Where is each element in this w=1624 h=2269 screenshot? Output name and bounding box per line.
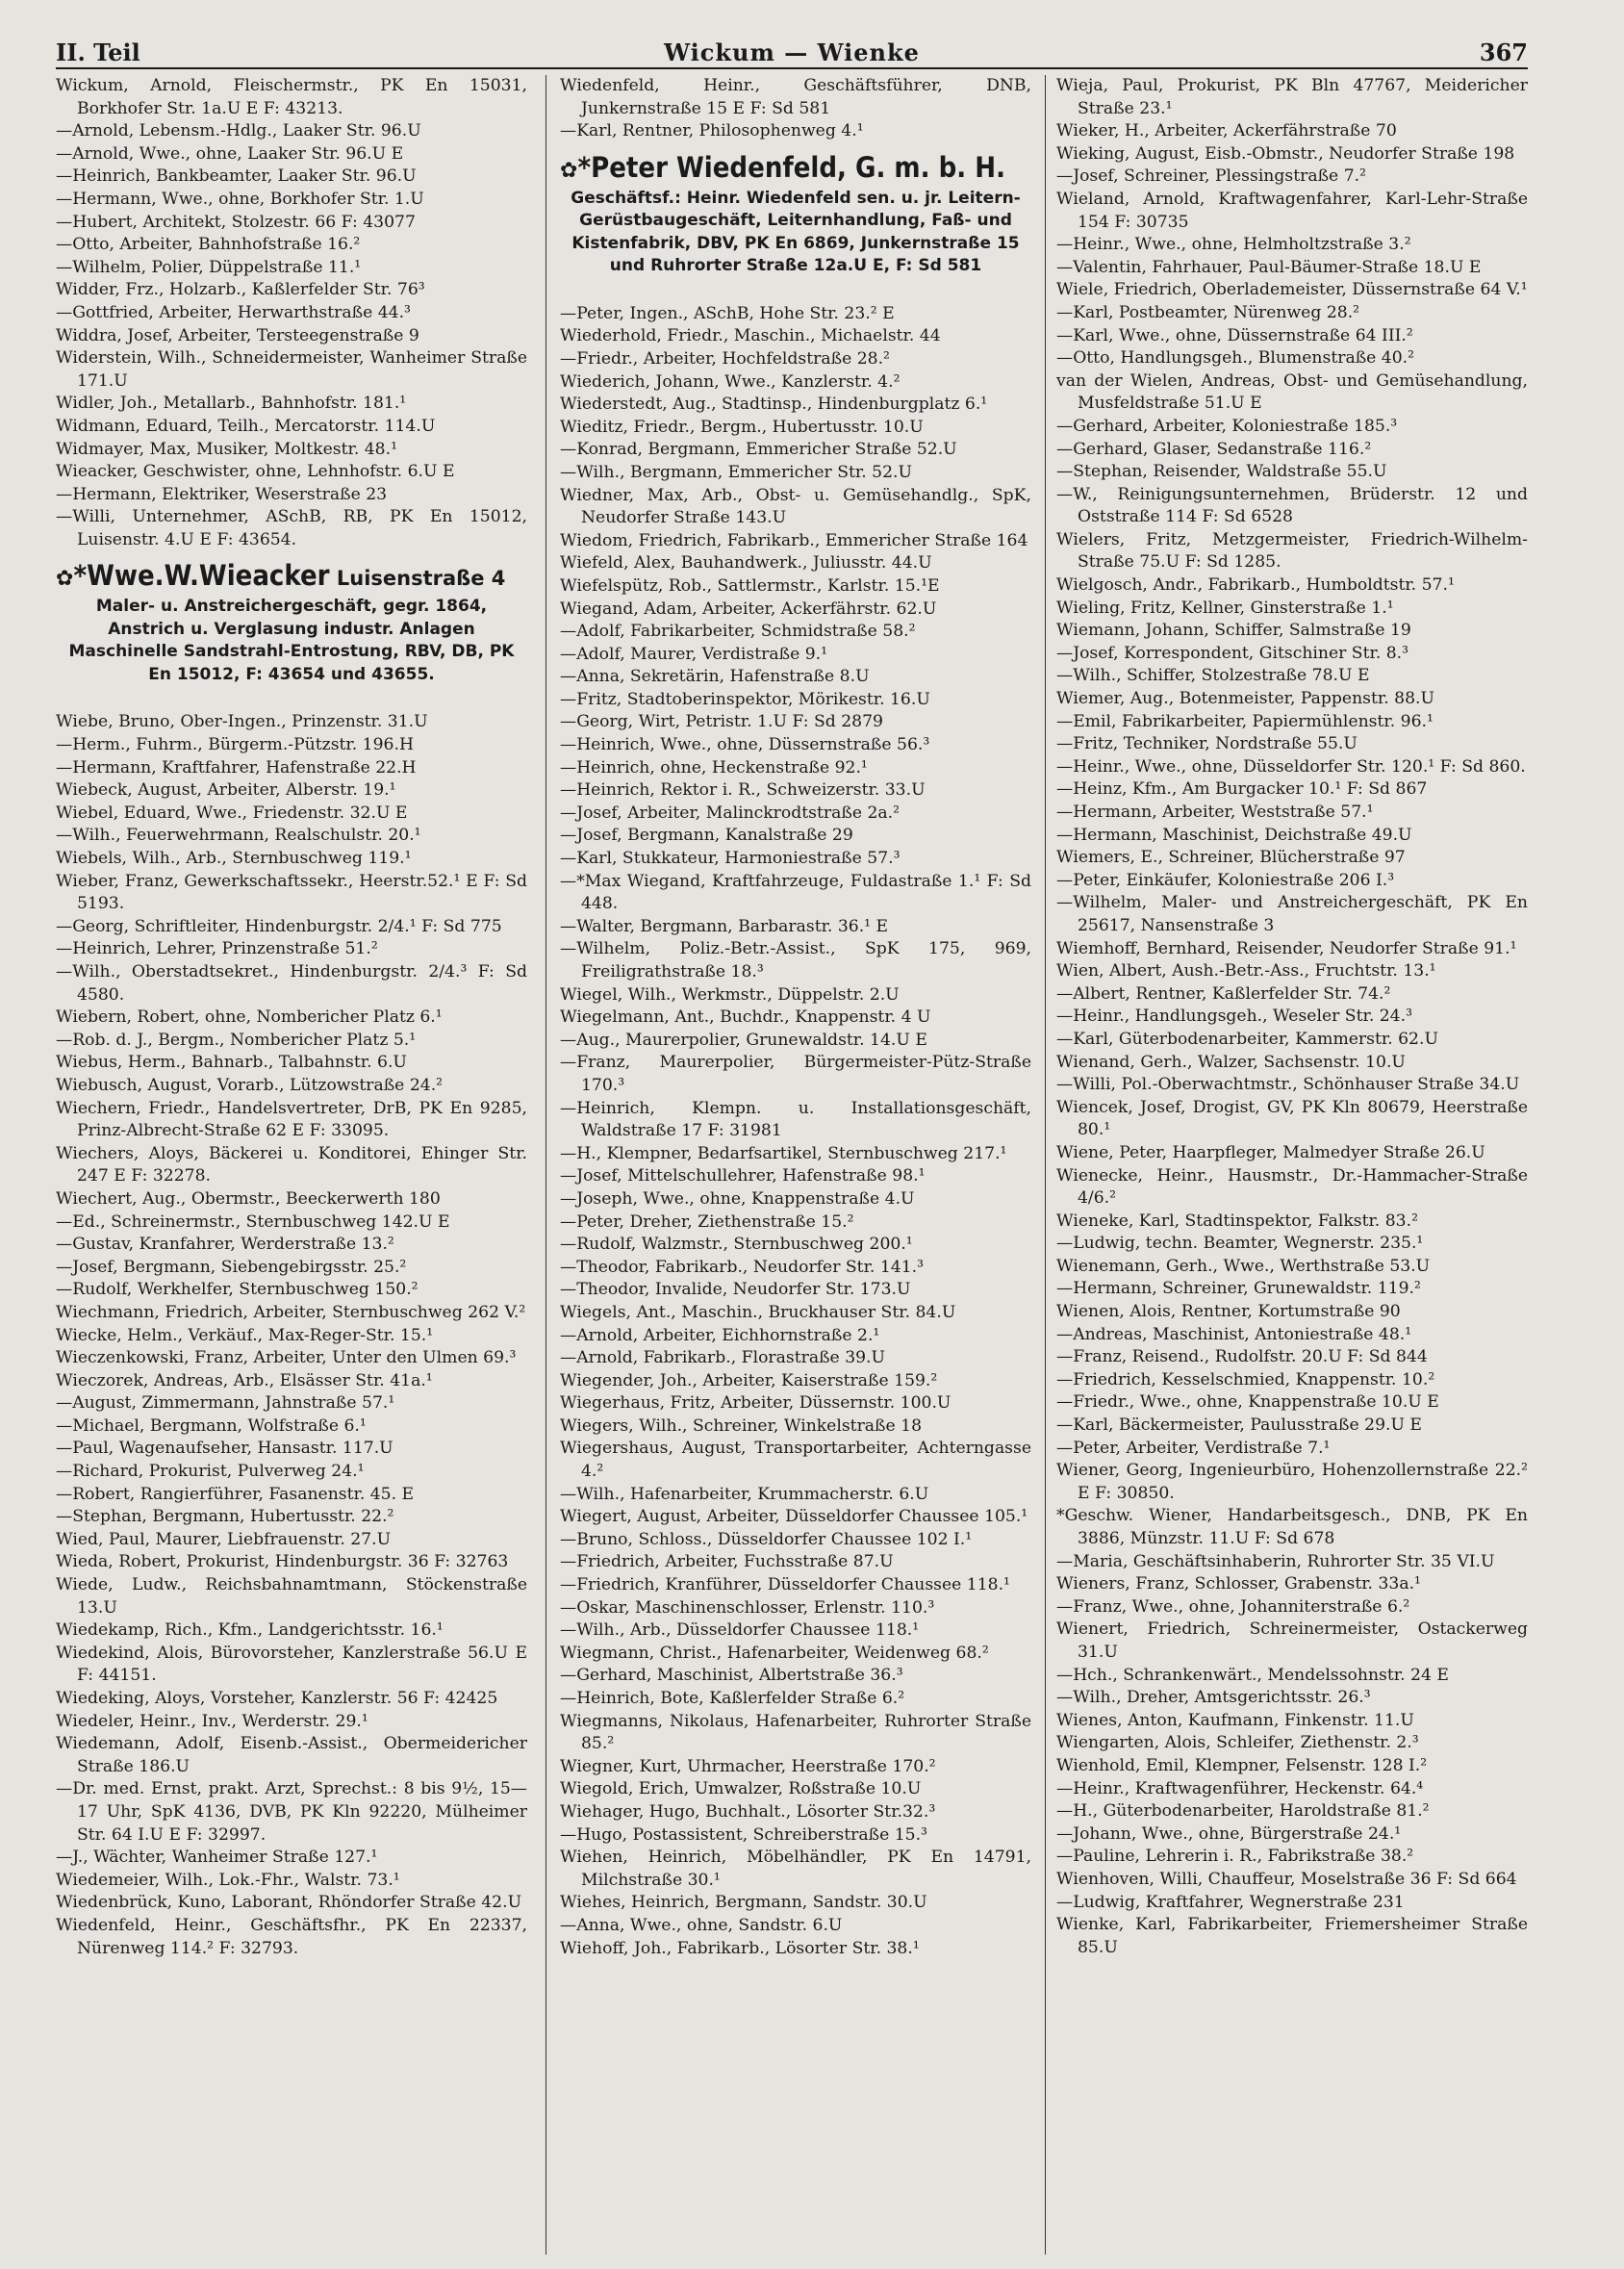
directory-entry: —Wilh., Dreher, Amtsgerichtsstr. 26.³ xyxy=(1056,1688,1371,1708)
directory-entry: —Wilh., Feuerwehrmann, Realschulstr. 20.¹ xyxy=(56,826,421,846)
directory-entry: —Theodor, Invalide, Neudorfer Str. 173.U xyxy=(560,1280,911,1300)
advertisement-title xyxy=(560,150,1031,186)
directory-entry: Wielers, Fritz, Metzgermeister, Friedrich-Wilhelm-Straße 75.U F: Sd 1285. xyxy=(1056,529,1528,573)
directory-entry: —Karl, Wwe., ohne, Düssernstraße 64 III.² xyxy=(1056,325,1413,345)
directory-entry: Wiegner, Kurt, Uhrmacher, Heerstraße 170.² xyxy=(560,1756,936,1776)
laurel-emblem-icon: ✿ xyxy=(560,158,578,183)
directory-entry: Wieber, Franz, Gewerkschaftssekr., Heerstr.52.¹ E F: Sd 5193. xyxy=(56,871,527,914)
directory-entry: —Heinrich, Wwe., ohne, Düssernstraße 56.³ xyxy=(560,735,930,755)
directory-entry: Wiede, Ludw., Reichsbahnamtmann, Stöckenstraße 13.U xyxy=(56,1575,527,1618)
directory-entry: Wiebeck, August, Arbeiter, Alberstr. 19.¹ xyxy=(56,780,396,801)
directory-entry: Wiedeler, Heinr., Inv., Werderstr. 29.¹ xyxy=(56,1711,368,1731)
directory-entry: Wiegels, Ant., Maschin., Bruckhauser Str. 84.U xyxy=(560,1302,956,1322)
directory-entry: —Gerhard, Arbeiter, Koloniestraße 185.³ xyxy=(1056,416,1398,436)
directory-entry: —Otto, Arbeiter, Bahnhofstraße 16.² xyxy=(56,235,361,255)
directory-entry: —Hermann, Arbeiter, Weststraße 57.¹ xyxy=(1056,803,1374,822)
directory-entry: —Friedr., Wwe., ohne, Knappenstraße 10.U E xyxy=(1056,1392,1439,1413)
directory-entry: —Wilh., Arb., Düsseldorfer Chaussee 118.¹ xyxy=(560,1620,920,1641)
directory-entry: —Heinrich, Lehrer, Prinzenstraße 51.² xyxy=(56,939,378,959)
directory-entry: Wiechert, Aug., Obermstr., Beeckerwerth 180 xyxy=(56,1188,441,1209)
directory-entry: —Arnold, Fabrikarb., Florastraße 39.U xyxy=(560,1348,886,1368)
directory-entry: Wiene, Peter, Haarpfleger, Malmedyer Straße 26.U xyxy=(1056,1142,1485,1162)
directory-entry: Widmann, Eduard, Teilh., Mercatorstr. 114.U xyxy=(56,416,436,436)
directory-entry: —Willi, Unternehmer, ASchB, RB, PK En 15012, Luisenstr. 4.U E F: 43654. xyxy=(56,507,527,549)
directory-entry: —Wilhelm, Maler- und Anstreichergeschäft, PK En 25617, Nansenstraße 3 xyxy=(1056,893,1528,935)
directory-entry: —Richard, Prokurist, Pulverweg 24.¹ xyxy=(56,1462,365,1482)
directory-entry: Wienhoven, Willi, Chauffeur, Moselstraße 36 F: Sd 664 xyxy=(1056,1869,1517,1889)
directory-entry: —Adolf, Fabrikarbeiter, Schmidstraße 58.² xyxy=(560,622,916,642)
directory-entry: —Wilhelm, Polier, Düppelstraße 11.¹ xyxy=(56,257,362,277)
directory-entry: —Stephan, Reisender, Waldstraße 55.U xyxy=(1056,462,1387,482)
directory-entry: —Karl, Rentner, Philosophenweg 4.¹ xyxy=(560,121,864,141)
directory-entry: Wiemers, E., Schreiner, Blücherstraße 97 xyxy=(1056,848,1406,868)
directory-entry: Wiedenbrück, Kuno, Laborant, Rhöndorfer Straße 42.U xyxy=(56,1893,522,1913)
directory-entry: —Anna, Wwe., ohne, Sandstr. 6.U xyxy=(560,1915,843,1935)
directory-entry: —Fritz, Techniker, Nordstraße 55.U xyxy=(1056,734,1358,754)
directory-entry: —Josef, Korrespondent, Gitschiner Str. 8.³ xyxy=(1056,643,1409,663)
directory-entry: —Arnold, Wwe., ohne, Laaker Str. 96.U E xyxy=(56,143,404,164)
directory-entry: —Wilh., Bergmann, Emmericher Str. 52.U xyxy=(560,462,912,482)
directory-entry: Wieacker, Geschwister, ohne, Lehnhofstr. 6.U E xyxy=(56,462,455,482)
directory-entry: —Karl, Güterbodenarbeiter, Kammerstr. 62.U xyxy=(1056,1029,1438,1049)
column-1 xyxy=(56,75,527,2259)
directory-entry: —Josef, Bergmann, Kanalstraße 29 xyxy=(560,826,853,846)
directory-entry: Wieda, Robert, Prokurist, Hindenburgstr. 36 F: 32763 xyxy=(56,1552,509,1572)
directory-entry: —Josef, Mittelschullehrer, Hafenstraße 98.¹ xyxy=(560,1166,926,1186)
directory-entry: Wiehoff, Joh., Fabrikarb., Lösorter Str. 38.¹ xyxy=(560,1938,920,1958)
directory-entry: —Ludwig, Kraftfahrer, Wegnerstraße 231 xyxy=(1056,1892,1405,1912)
directory-entry: —Heinz, Kfm., Am Burgacker 10.¹ F: Sd 867 xyxy=(1056,779,1428,800)
directory-entry: —Hermann, Maschinist, Deichstraße 49.U xyxy=(1056,825,1412,845)
directory-entry: Wiechmann, Friedrich, Arbeiter, Sternbuschweg 262 V.² xyxy=(56,1302,526,1322)
directory-entry: —Michael, Bergmann, Wolfstraße 6.¹ xyxy=(56,1415,367,1436)
advertisement-body: Geschäftsf.: Heinr. Wiedenfeld sen. u. jr. Leitern-Gerüstbaugeschäft, Leiternhandlung, Faß- und Kistenfabrik, DBV, PK En 6869, Junkernstraße 15 und Ruhrorter Straße 12a.U E, F: Sd 581 xyxy=(571,188,1021,276)
directory-entry: —Gerhard, Glaser, Sedanstraße 116.² xyxy=(1056,439,1372,459)
directory-entry: —Valentin, Fahrhauer, Paul-Bäumer-Straße 18.U E xyxy=(1056,257,1482,277)
directory-entry: —Friedr., Arbeiter, Hochfeldstraße 28.² xyxy=(560,348,890,369)
directory-entry: Wiebels, Wilh., Arb., Sternbuschweg 119.¹ xyxy=(56,849,412,869)
directory-entry: —Franz, Reisend., Rudolfstr. 20.U F: Sd 844 xyxy=(1056,1347,1428,1367)
directory-entry: —Hubert, Architekt, Stolzestr. 66 F: 43077 xyxy=(56,212,416,232)
section-label: II. Teil xyxy=(56,38,140,66)
directory-entry: Wienert, Friedrich, Schreinermeister, Ostackerweg 31.U xyxy=(1056,1619,1528,1662)
directory-entry: Widler, Joh., Metallarb., Bahnhofstr. 181.¹ xyxy=(56,394,407,414)
directory-entry: —Wilhelm, Poliz.-Betr.-Assist., SpK 175, 969, Freiligrathstraße 18.³ xyxy=(560,939,1031,982)
directory-entry: Wiegmanns, Nikolaus, Hafenarbeiter, Ruhrorter Straße 85.² xyxy=(560,1711,1031,1754)
directory-entry: Wielgosch, Andr., Fabrikarb., Humboldtstr. 57.¹ xyxy=(1056,575,1455,596)
directory-entry: Wiederhold, Friedr., Maschin., Michaelstr. 44 xyxy=(560,326,941,346)
directory-entry: —Gustav, Kranfahrer, Werderstraße 13.² xyxy=(56,1235,394,1255)
directory-entry: Wiecke, Helm., Verkäuf., Max-Reger-Str. 15.¹ xyxy=(56,1325,434,1345)
advertisement-company-name: *Wwe.W.Wieacker xyxy=(73,559,330,593)
directory-entry: —Hermann, Schreiner, Grunewaldstr. 119.² xyxy=(1056,1279,1421,1299)
directory-entry: —Arnold, Arbeiter, Eichhornstraße 2.¹ xyxy=(560,1325,880,1345)
directory-entry: Wiebus, Herm., Bahnarb., Talbahnstr. 6.U xyxy=(56,1053,407,1073)
running-title: Wickum — Wienke xyxy=(664,38,920,66)
directory-entry: —Heinrich, Rektor i. R., Schweizerstr. 33.U xyxy=(560,780,926,801)
directory-entry: Wiederich, Johann, Wwe., Kanzlerstr. 4.² xyxy=(560,371,901,392)
directory-entry: —Walter, Bergmann, Barbarastr. 36.¹ E xyxy=(560,916,889,936)
directory-entry: Widder, Frz., Holzarb., Kaßlerfelder Str. 76³ xyxy=(56,280,425,300)
directory-entry: —Rob. d. J., Bergm., Nombericher Platz 5.¹ xyxy=(56,1030,417,1050)
directory-entry: —Heinrich, ohne, Heckenstraße 92.¹ xyxy=(560,757,868,778)
directory-entry: Wiederstedt, Aug., Stadtinsp., Hindenburgplatz 6.¹ xyxy=(560,395,988,415)
directory-entry: —Peter, Arbeiter, Verdistraße 7.¹ xyxy=(1056,1438,1331,1458)
column-divider xyxy=(1045,75,1046,2255)
directory-entry: Wieking, August, Eisb.-Obmstr., Neudorfer Straße 198 xyxy=(1056,143,1515,164)
directory-entry: Wiechern, Friedr., Handelsvertreter, DrB, PK En 9285, Prinz-Albrecht-Straße 62 E F: 33095. xyxy=(56,1098,527,1141)
directory-entry: —Gottfried, Arbeiter, Herwarthstraße 44.³ xyxy=(56,302,411,322)
directory-entry: Wieners, Franz, Schlosser, Grabenstr. 33a.¹ xyxy=(1056,1574,1421,1594)
directory-entry: Wieland, Arnold, Kraftwagenfahrer, Karl-Lehr-Straße 154 F: 30735 xyxy=(1056,189,1528,232)
directory-entry: Wienand, Gerh., Walzer, Sachsenstr. 10.U xyxy=(1056,1052,1406,1072)
directory-entry: —August, Zimmermann, Jahnstraße 57.¹ xyxy=(56,1393,395,1414)
directory-entry: Wienes, Anton, Kaufmann, Finkenstr. 11.U xyxy=(1056,1710,1414,1730)
directory-entry: Wiechers, Aloys, Bäckerei u. Konditorei, Ehinger Str. 247 E F: 32278. xyxy=(56,1143,527,1186)
column-3 xyxy=(1056,75,1528,2259)
directory-entry: —Konrad, Bergmann, Emmericher Straße 52.U xyxy=(560,440,957,460)
directory-entry: —Anna, Sekretärin, Hafenstraße 8.U xyxy=(560,667,870,687)
directory-entry: —Karl, Postbeamter, Nürenweg 28.² xyxy=(1056,302,1360,322)
advertisement-block xyxy=(560,150,1031,278)
directory-entry: —Heinr., Kraftwagenführer, Heckenstr. 64.⁴ xyxy=(1056,1778,1424,1798)
directory-entry: —Wilh., Schiffer, Stolzestraße 78.U E xyxy=(1056,666,1370,686)
directory-entry: Wiedenfeld, Heinr., Geschäftsfhr., PK En 22337, Nürenweg 114.² F: 32793. xyxy=(56,1915,527,1958)
directory-entry: —Georg, Wirt, Petristr. 1.U F: Sd 2879 xyxy=(560,712,883,732)
directory-entry: Wieditz, Friedr., Bergm., Hubertusstr. 10.U xyxy=(560,417,924,437)
directory-entry: —Joseph, Wwe., ohne, Knappenstraße 4.U xyxy=(560,1188,915,1209)
directory-entry: —Willi, Pol.-Oberwachtmstr., Schönhauser Straße 34.U xyxy=(1056,1075,1520,1095)
directory-entry: —Fritz, Stadtoberinspektor, Mörikestr. 16.U xyxy=(560,689,930,709)
directory-entry: —Heinrich, Klempn. u. Installationsgeschäft, Waldstraße 17 F: 31981 xyxy=(560,1098,1031,1141)
directory-entry: Wiefelspütz, Rob., Sattlermstr., Karlstr. 15.¹E xyxy=(560,575,940,596)
directory-entry: —Wilh., Hafenarbeiter, Krummacherstr. 6.U xyxy=(560,1484,929,1504)
directory-entry: —H., Klempner, Bedarfsartikel, Sternbuschweg 217.¹ xyxy=(560,1143,1007,1163)
directory-entry: Wieczorek, Andreas, Arb., Elsässer Str. 41a.¹ xyxy=(56,1370,433,1390)
directory-entry: Wiehager, Hugo, Buchhalt., Lösorter Str.32.³ xyxy=(560,1801,936,1822)
directory-entry: Wiedemeier, Wilh., Lok.-Fhr., Walstr. 73.¹ xyxy=(56,1870,400,1890)
directory-entry: —Arnold, Lebensm.-Hdlg., Laaker Str. 96.U xyxy=(56,121,421,141)
directory-entry: —*Max Wiegand, Kraftfahrzeuge, Fuldastraße 1.¹ F: Sd 448. xyxy=(560,871,1031,914)
directory-entry: —Robert, Rangierführer, Fasanenstr. 45. E xyxy=(56,1484,415,1504)
directory-entry: —Rudolf, Werkhelfer, Sternbuschweg 150.² xyxy=(56,1280,419,1300)
directory-entry: —Bruno, Schloss., Düsseldorfer Chaussee 102 I.¹ xyxy=(560,1529,973,1549)
directory-entry: —Karl, Stukkateur, Harmoniestraße 57.³ xyxy=(560,849,901,869)
directory-entry: Wien, Albert, Aush.-Betr.-Ass., Fruchtstr. 13.¹ xyxy=(1056,961,1436,982)
directory-entry: —Peter, Dreher, Ziethenstraße 15.² xyxy=(560,1211,854,1232)
directory-entry: Wied, Paul, Maurer, Liebfrauenstr. 27.U xyxy=(56,1529,392,1549)
directory-entry: —J., Wächter, Wanheimer Straße 127.¹ xyxy=(56,1848,378,1868)
directory-entry: —Heinr., Handlungsgeh., Weseler Str. 24.³ xyxy=(1056,1007,1412,1027)
directory-entry: —Otto, Handlungsgeh., Blumenstraße 40.² xyxy=(1056,348,1415,369)
directory-entry: Wiedemann, Adolf, Eisenb.-Assist., Obermeidericher Straße 186.U xyxy=(56,1734,527,1776)
directory-entry: Wiegerhaus, Fritz, Arbeiter, Düssernstr. 100.U xyxy=(560,1393,952,1414)
laurel-emblem-icon: ✿ xyxy=(56,567,74,592)
directory-entry: —Friedrich, Kranführer, Düsseldorfer Chaussee 118.¹ xyxy=(560,1575,1010,1595)
directory-entry: Wiebel, Eduard, Wwe., Friedenstr. 32.U E xyxy=(56,803,408,823)
directory-entry: Wiedekind, Alois, Bürovorsteher, Kanzlerstraße 56.U E F: 44151. xyxy=(56,1643,527,1686)
directory-entry: —Hch., Schrankenwärt., Mendelssohnstr. 24 E xyxy=(1056,1665,1449,1685)
directory-entry: —Pauline, Lehrerin i. R., Fabrikstraße 38.² xyxy=(1056,1847,1414,1867)
advertisement-company-name: *Peter Wiedenfeld, G. m. b. H. xyxy=(577,150,1006,184)
directory-entry: Wiener, Georg, Ingenieurbüro, Hohenzollernstraße 22.² E F: 30850. xyxy=(1056,1461,1528,1503)
directory-entry: —Heinr., Wwe., ohne, Helmholtzstraße 3.² xyxy=(1056,235,1411,255)
directory-entry: Wiegelmann, Ant., Buchdr., Knappenstr. 4 U xyxy=(560,1007,931,1028)
directory-entry: —Josef, Arbeiter, Malinckrodtstraße 2a.² xyxy=(560,803,900,823)
directory-entry: Wienemann, Gerh., Wwe., Werthstraße 53.U xyxy=(1056,1256,1431,1276)
column-2 xyxy=(560,75,1031,2259)
directory-entry: —Peter, Ingen., ASchB, Hohe Str. 23.² E xyxy=(560,303,895,323)
directory-entry: —Stephan, Bergmann, Hubertusstr. 22.² xyxy=(56,1507,394,1527)
directory-entry: —Hermann, Wwe., ohne, Borkhofer Str. 1.U xyxy=(56,189,424,209)
directory-entry: —Peter, Einkäufer, Koloniestraße 206 I.³ xyxy=(1056,870,1395,890)
page-number: 367 xyxy=(1479,38,1528,66)
directory-entry: Wiemhoff, Bernhard, Reisender, Neudorfer Straße 91.¹ xyxy=(1056,938,1517,958)
directory-entry: Wiegert, August, Arbeiter, Düsseldorfer Chaussee 105.¹ xyxy=(560,1507,1028,1527)
directory-entry: —Adolf, Maurer, Verdistraße 9.¹ xyxy=(560,644,827,664)
directory-entry: Wiegel, Wilh., Werkmstr., Düppelstr. 2.U xyxy=(560,984,900,1005)
directory-entry: Wiebe, Bruno, Ober-Ingen., Prinzenstr. 31.U xyxy=(56,712,428,732)
directory-entry: —Heinrich, Bote, Kaßlerfelder Straße 6.² xyxy=(560,1689,905,1708)
directory-entry: Wieczenkowski, Franz, Arbeiter, Unter den Ulmen 69.³ xyxy=(56,1348,517,1368)
directory-entry: Wiengarten, Alois, Schleifer, Ziethenstr. 2.³ xyxy=(1056,1733,1419,1753)
directory-entry: —Hermann, Kraftfahrer, Hafenstraße 22.H xyxy=(56,757,417,778)
directory-entry: Wiedner, Max, Arb., Obst- u. Gemüsehandlg., SpK, Neudorfer Straße 143.U xyxy=(560,485,1031,528)
directory-entry: van der Wielen, Andreas, Obst- und Gemüsehandlung, Musfeldstraße 51.U E xyxy=(1056,370,1528,414)
directory-entry: Wiegershaus, August, Transportarbeiter, Achterngasse 4.² xyxy=(560,1439,1031,1482)
directory-entry: —Karl, Bäckermeister, Paulusstraße 29.U E xyxy=(1056,1415,1422,1436)
directory-entry: —Oskar, Maschinenschlosser, Erlenstr. 110.³ xyxy=(560,1597,935,1618)
directory-entry: —Franz, Wwe., ohne, Johanniterstraße 6.² xyxy=(1056,1596,1410,1617)
directory-entry: —Josef, Schreiner, Plessingstraße 7.² xyxy=(1056,166,1366,187)
directory-entry: —Ed., Schreinermstr., Sternbuschweg 142.U E xyxy=(56,1211,450,1232)
page-header xyxy=(56,38,1528,69)
advertisement-address: Luisenstraße 4 xyxy=(329,567,506,591)
directory-entry: —Emil, Fabrikarbeiter, Papiermühlenstr. 96.¹ xyxy=(1056,711,1434,731)
directory-entry: Wiegmann, Christ., Hafenarbeiter, Weidenweg 68.² xyxy=(560,1643,989,1663)
directory-entry: Wieling, Fritz, Kellner, Ginsterstraße 1.¹ xyxy=(1056,598,1394,618)
directory-entry: Wieker, H., Arbeiter, Ackerfährstraße 70 xyxy=(1056,121,1397,141)
directory-entry: —Georg, Schriftleiter, Hindenburgstr. 2/4.¹ F: Sd 775 xyxy=(56,916,502,936)
directory-entry: —H., Güterbodenarbeiter, Haroldstraße 81.² xyxy=(1056,1801,1430,1822)
advertisement-title xyxy=(56,561,527,594)
directory-entry: Wiegers, Wilh., Schreiner, Winkelstraße 18 xyxy=(560,1415,923,1436)
directory-entry: Wienhold, Emil, Klempner, Felsenstr. 128 I.² xyxy=(1056,1755,1428,1775)
advertisement-block xyxy=(56,561,527,686)
directory-entry: Wickum, Arnold, Fleischermstr., PK En 15031, Borkhofer Str. 1a.U E F: 43213. xyxy=(56,76,527,118)
advertisement-body: Maler- u. Anstreichergeschäft, gegr. 1864, Anstrich u. Verglasung industr. Anlagen Maschinelle Sandstrahl-Entrostung, RBV, DB, PK En 15012, F: 43654 und 43655. xyxy=(68,597,515,684)
directory-entry: Wiemer, Aug., Botenmeister, Pappenstr. 88.U xyxy=(1056,689,1434,709)
directory-entry: —Ludwig, techn. Beamter, Wegnerstr. 235.¹ xyxy=(1056,1234,1424,1254)
directory-entry: —Theodor, Fabrikarb., Neudorfer Str. 141.³ xyxy=(560,1257,924,1277)
directory-entry: —Heinr., Wwe., ohne, Düsseldorfer Str. 120.¹ F: Sd 860. xyxy=(1056,756,1526,777)
directory-entry: Wiedenfeld, Heinr., Geschäftsführer, DNB, Junkernstraße 15 E F: Sd 581 xyxy=(560,76,1031,118)
directory-entry: Wiebern, Robert, ohne, Nombericher Platz 6.¹ xyxy=(56,1007,443,1028)
directory-entry: —Andreas, Maschinist, Antoniestraße 48.¹ xyxy=(1056,1324,1412,1344)
directory-entry: Widmayer, Max, Musiker, Moltkestr. 48.¹ xyxy=(56,439,397,459)
directory-entry: —Heinrich, Bankbeamter, Laaker Str. 96.U xyxy=(56,166,417,187)
directory-entry: —Herm., Fuhrm., Bürgerm.-Pützstr. 196.H xyxy=(56,735,414,755)
directory-entry: —Hugo, Postassistent, Schreiberstraße 15.³ xyxy=(560,1824,927,1845)
directory-entry: Wiedekamp, Rich., Kfm., Landgerichtsstr. 16.¹ xyxy=(56,1620,444,1641)
directory-entry: Wiemann, Johann, Schiffer, Salmstraße 19 xyxy=(1056,621,1411,641)
directory-entry: —Friedrich, Arbeiter, Fuchsstraße 87.U xyxy=(560,1552,894,1572)
directory-entry: Wieneke, Karl, Stadtinspektor, Falkstr. 83.² xyxy=(1056,1211,1418,1231)
directory-entry: —Franz, Maurerpolier, Bürgermeister-Pütz-Straße 170.³ xyxy=(560,1053,1031,1095)
directory-entry: —Albert, Rentner, Kaßlerfelder Str. 74.² xyxy=(1056,983,1391,1004)
directory-entry: Wienke, Karl, Fabrikarbeiter, Friemersheimer Straße 85.U xyxy=(1056,1915,1528,1957)
directory-entry: Widerstein, Wilh., Schneidermeister, Wanheimer Straße 171.U xyxy=(56,348,527,391)
directory-entry: Wiebusch, August, Vorarb., Lützowstraße 24.² xyxy=(56,1075,444,1095)
directory-entry: Wiegand, Adam, Arbeiter, Ackerfährstr. 62.U xyxy=(560,599,937,619)
directory-entry: —Josef, Bergmann, Siebengebirgsstr. 25.² xyxy=(56,1257,407,1277)
directory-entry: Wiegender, Joh., Arbeiter, Kaiserstraße 159.² xyxy=(560,1370,938,1390)
directory-entry: Wienen, Alois, Rentner, Kortumstraße 90 xyxy=(1056,1302,1401,1322)
directory-entry: Wiegold, Erich, Umwalzer, Roßstraße 10.U xyxy=(560,1779,922,1799)
directory-entry: —Friedrich, Kesselschmied, Knappenstr. 10.² xyxy=(1056,1369,1435,1389)
directory-entry: —Hermann, Elektriker, Weserstraße 23 xyxy=(56,484,388,504)
directory-entry: Wiedom, Friedrich, Fabrikarb., Emmericher Straße 164 xyxy=(560,530,1028,550)
directory-entry: —Johann, Wwe., ohne, Bürgerstraße 24.¹ xyxy=(1056,1823,1402,1844)
directory-entry: —Aug., Maurerpolier, Grunewaldstr. 14.U E xyxy=(560,1030,927,1050)
directory-entry: —W., Reinigungsunternehmen, Brüderstr. 12 und Oststraße 114 F: Sd 6528 xyxy=(1056,484,1528,527)
directory-entry: —Maria, Geschäftsinhaberin, Ruhrorter Str. 35 VI.U xyxy=(1056,1551,1495,1571)
directory-entry: Wiencek, Josef, Drogist, GV, PK Kln 80679, Heerstraße 80.¹ xyxy=(1056,1097,1528,1140)
directory-entry: Wiedeking, Aloys, Vorsteher, Kanzlerstr. 56 F: 42425 xyxy=(56,1689,498,1708)
directory-entry: Widdra, Josef, Arbeiter, Tersteegenstraße 9 xyxy=(56,325,419,345)
directory-entry: Wiehen, Heinrich, Möbelhändler, PK En 14791, Milchstraße 30.¹ xyxy=(560,1848,1031,1890)
directory-entry: —Dr. med. Ernst, prakt. Arzt, Sprechst.: 8 bis 9½, 15—17 Uhr, SpK 4136, DVB, PK Kln 92220, Mülheimer Str. 64 I.U E F: 32997. xyxy=(56,1779,527,1845)
directory-entry: Wieja, Paul, Prokurist, PK Bln 47767, Meidericher Straße 23.¹ xyxy=(1056,76,1528,118)
directory-entry: Wiehes, Heinrich, Bergmann, Sandstr. 30.U xyxy=(560,1893,927,1913)
directory-entry: Wiefeld, Alex, Bauhandwerk., Juliusstr. 44.U xyxy=(560,553,932,574)
directory-entry: —Wilh., Oberstadtsekret., Hindenburgstr. 2/4.³ F: Sd 4580. xyxy=(56,962,527,1005)
directory-entry: —Gerhard, Maschinist, Albertstraße 36.³ xyxy=(560,1666,903,1686)
directory-entry: —Rudolf, Walzmstr., Sternbuschweg 200.¹ xyxy=(560,1235,913,1255)
directory-entry: *Geschw. Wiener, Handarbeitsgesch., DNB, PK En 3886, Münzstr. 11.U F: Sd 678 xyxy=(1056,1506,1528,1548)
directory-entry: —Paul, Wagenaufseher, Hansastr. 117.U xyxy=(56,1439,393,1459)
directory-entry: Wienecke, Heinr., Hausmstr., Dr.-Hammacher-Straße 4/6.² xyxy=(1056,1165,1528,1209)
directory-entry: Wiele, Friedrich, Oberlademeister, Düssernstraße 64 V.¹ xyxy=(1056,280,1528,300)
